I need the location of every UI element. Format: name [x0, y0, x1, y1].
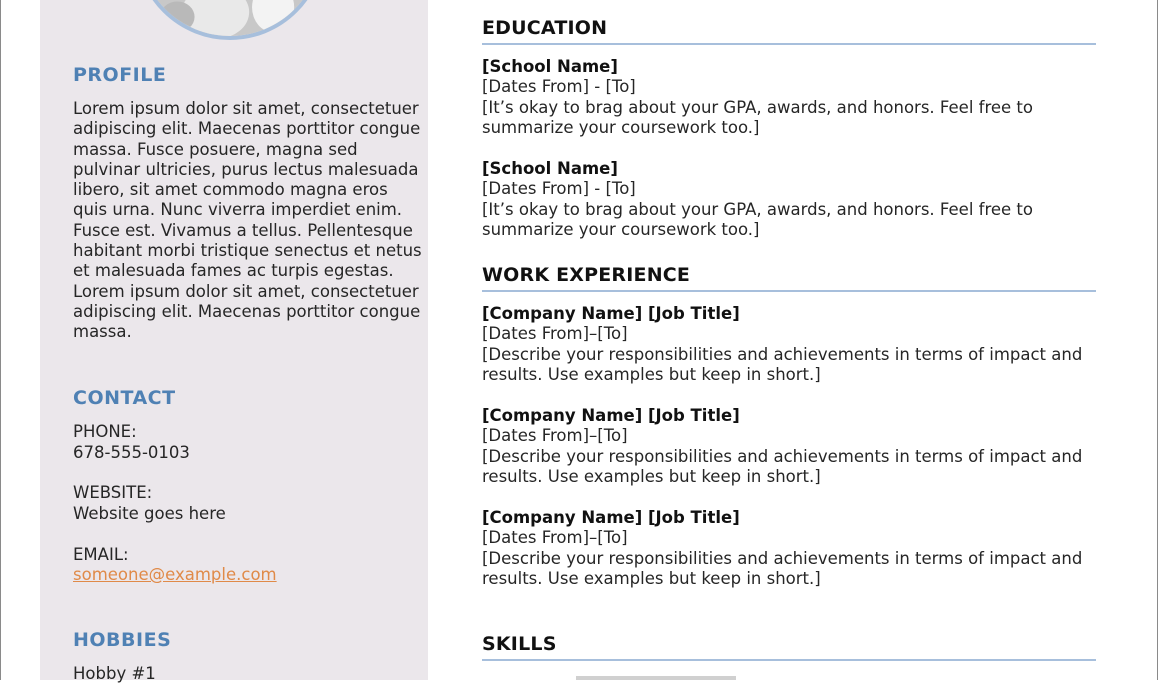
job-dates: [Dates From]–[To] [482, 528, 628, 548]
work-entry [482, 508, 1096, 590]
work-entry [482, 304, 1096, 386]
education-entry [482, 57, 1096, 139]
job-description: [Describe your responsibilities and achievements in terms of impact and results. Use examples but keep in short.] [482, 548, 1083, 589]
contact-heading: CONTACT [73, 387, 176, 409]
job-title: [Company Name] [Job Title] [482, 406, 740, 425]
skills-heading: SKILLS [482, 633, 557, 655]
phone-label: PHONE: [73, 422, 137, 441]
email-link[interactable]: someone@example.com [73, 565, 277, 584]
profile-heading: PROFILE [73, 64, 167, 86]
profile-photo [135, 0, 325, 40]
email-label: EMAIL: [73, 545, 129, 564]
skills-rule [482, 659, 1096, 661]
phone-value: 678-555-0103 [73, 443, 190, 462]
sidebar [40, 0, 428, 683]
job-dates: [Dates From]–[To] [482, 324, 628, 344]
education-rule [482, 43, 1096, 45]
email-line [73, 565, 277, 586]
skill-level-bar [576, 676, 736, 680]
job-description: [Describe your responsibilities and achievements in terms of impact and results. Use examples but keep in short.] [482, 344, 1083, 385]
school-name: [School Name] [482, 159, 618, 178]
hobbies-heading: HOBBIES [73, 629, 172, 651]
work-rule [482, 290, 1096, 292]
work-heading: WORK EXPERIENCE [482, 264, 691, 286]
job-title: [Company Name] [Job Title] [482, 304, 740, 323]
job-description: [Describe your responsibilities and achievements in terms of impact and results. Use examples but keep in short.] [482, 446, 1083, 487]
school-description: [It’s okay to brag about your GPA, awards, and honors. Feel free to summarize your coursework too.] [482, 199, 1033, 240]
work-entry [482, 406, 1096, 488]
hobby-item: Hobby #1 [73, 664, 156, 683]
website-value: Website goes here [73, 504, 226, 523]
education-entry [482, 159, 1096, 241]
education-heading: EDUCATION [482, 17, 608, 39]
school-name: [School Name] [482, 57, 618, 76]
school-description: [It’s okay to brag about your GPA, awards, and honors. Feel free to summarize your coursework too.] [482, 97, 1033, 138]
job-dates: [Dates From]–[To] [482, 426, 628, 446]
school-dates: [Dates From] - [To] [482, 77, 636, 97]
profile-photo-image [139, 0, 321, 36]
website-label: WEBSITE: [73, 483, 153, 502]
school-dates: [Dates From] - [To] [482, 179, 636, 199]
profile-text: Lorem ipsum dolor sit amet, consectetuer adipiscing elit. Maecenas porttitor congue massa. Fusce posuere, magna sed pulvinar ultricies, purus lectus malesuada libero, sit amet commodo magna eros quis urna. Nunc viverra imperdiet enim. Fusce est. Vivamus a tellus. Pellentesque habitant morbi tristique senectus et netus et malesuada fames ac turpis egestas. Lorem ipsum dolor sit amet, consectetuer adipiscing elit. Maecenas porttitor congue massa. [73, 99, 422, 342]
job-title: [Company Name] [Job Title] [482, 508, 740, 527]
